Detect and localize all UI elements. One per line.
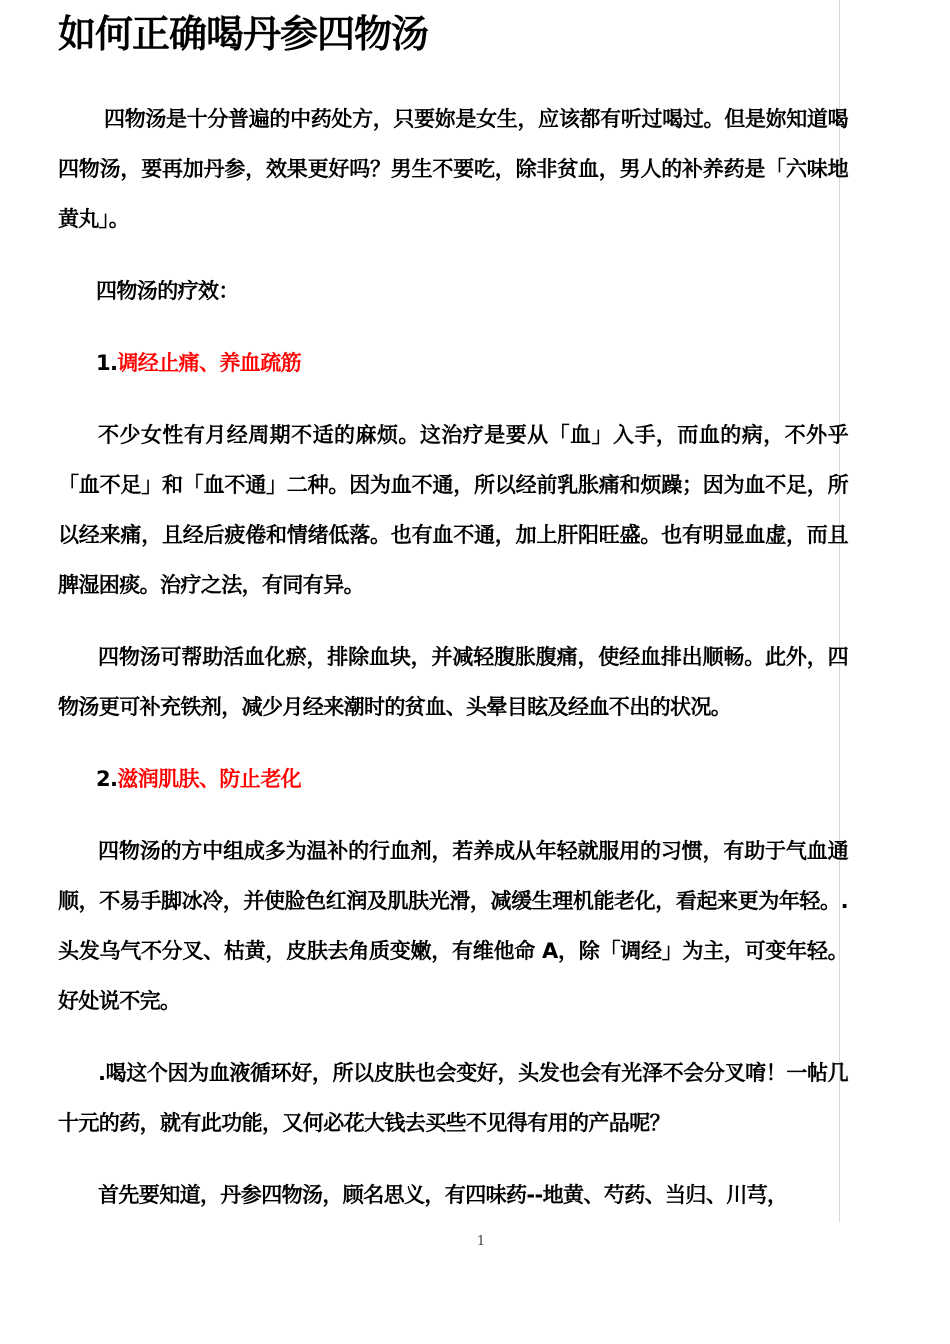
paragraph-spacer: [58, 388, 848, 410]
paragraph-spacer: [58, 804, 848, 826]
section-title: 滋润肌肤、防止老化: [117, 767, 301, 791]
paragraph-spacer: [58, 732, 848, 754]
section2-paragraph-2: .喝这个因为血液循环好，所以皮肤也会变好，头发也会有光泽不会分叉唷！一帖几十元的药，就有此功能，又何必花大钱去买些不见得有用的产品呢？: [58, 1061, 848, 1135]
paragraph-spacer: [58, 610, 848, 632]
document-body: [58, 94, 848, 1220]
section1-paragraph-1: 不少女性有月经周期不适的麻烦。这治疗是要从「血」入手，而血的病，不外乎「血不足」和「血不通」二种。因为血不通，所以经前乳胀痛和烦躁；因为血不足，所以经来痛，且经后疲倦和情绪低落。也有血不通，加上肝阳旺盛。也有明显血虚，而且脾湿困痰。治疗之法，有同有异。: [58, 423, 848, 597]
section-title: 调经止痛、养血疏筋: [117, 351, 301, 375]
paragraph-spacer: [58, 1148, 848, 1170]
closing-paragraph: 首先要知道，丹参四物汤，顾名思义，有四味药--地黄、芍药、当归、川芎，: [98, 1183, 788, 1207]
section1-paragraph-2: 四物汤可帮助活血化瘀，排除血块，并减轻腹胀腹痛，使经血排出顺畅。此外，四物汤更可补充铁剂，减少月经来潮时的贫血、头晕目眩及经血不出的状况。: [58, 645, 848, 719]
section-heading-1: [58, 338, 848, 388]
section-heading-2: [58, 754, 848, 804]
paragraph-spacer: [58, 244, 848, 266]
efficacy-label: 四物汤的疗效：: [96, 279, 239, 303]
section-number: 1.: [96, 351, 118, 375]
intro-paragraph: 四物汤是十分普遍的中药处方，只要妳是女生，应该都有听过喝过。但是妳知道喝四物汤，要再加丹参，效果更好吗？男生不要吃，除非贫血，男人的补养药是「六味地黄丸」。: [58, 107, 848, 231]
section-number: 2.: [96, 767, 118, 791]
section2-paragraph-1: 四物汤的方中组成多为温补的行血剂，若养成从年轻就服用的习惯，有助于气血通顺，不易手脚冰冷，并使脸色红润及肌肤光滑，减缓生理机能老化，看起来更为年轻。.头发乌气不分叉、枯黄，皮肤去角质变嫩，有维他命 A，除「调经」为主，可变年轻。好处说不完。: [58, 839, 848, 1013]
document-title: 如何正确喝丹参四物汤: [58, 12, 429, 56]
paragraph-spacer: [58, 316, 848, 338]
page-number: 1: [476, 1234, 486, 1249]
paragraph-spacer: [58, 1026, 848, 1048]
